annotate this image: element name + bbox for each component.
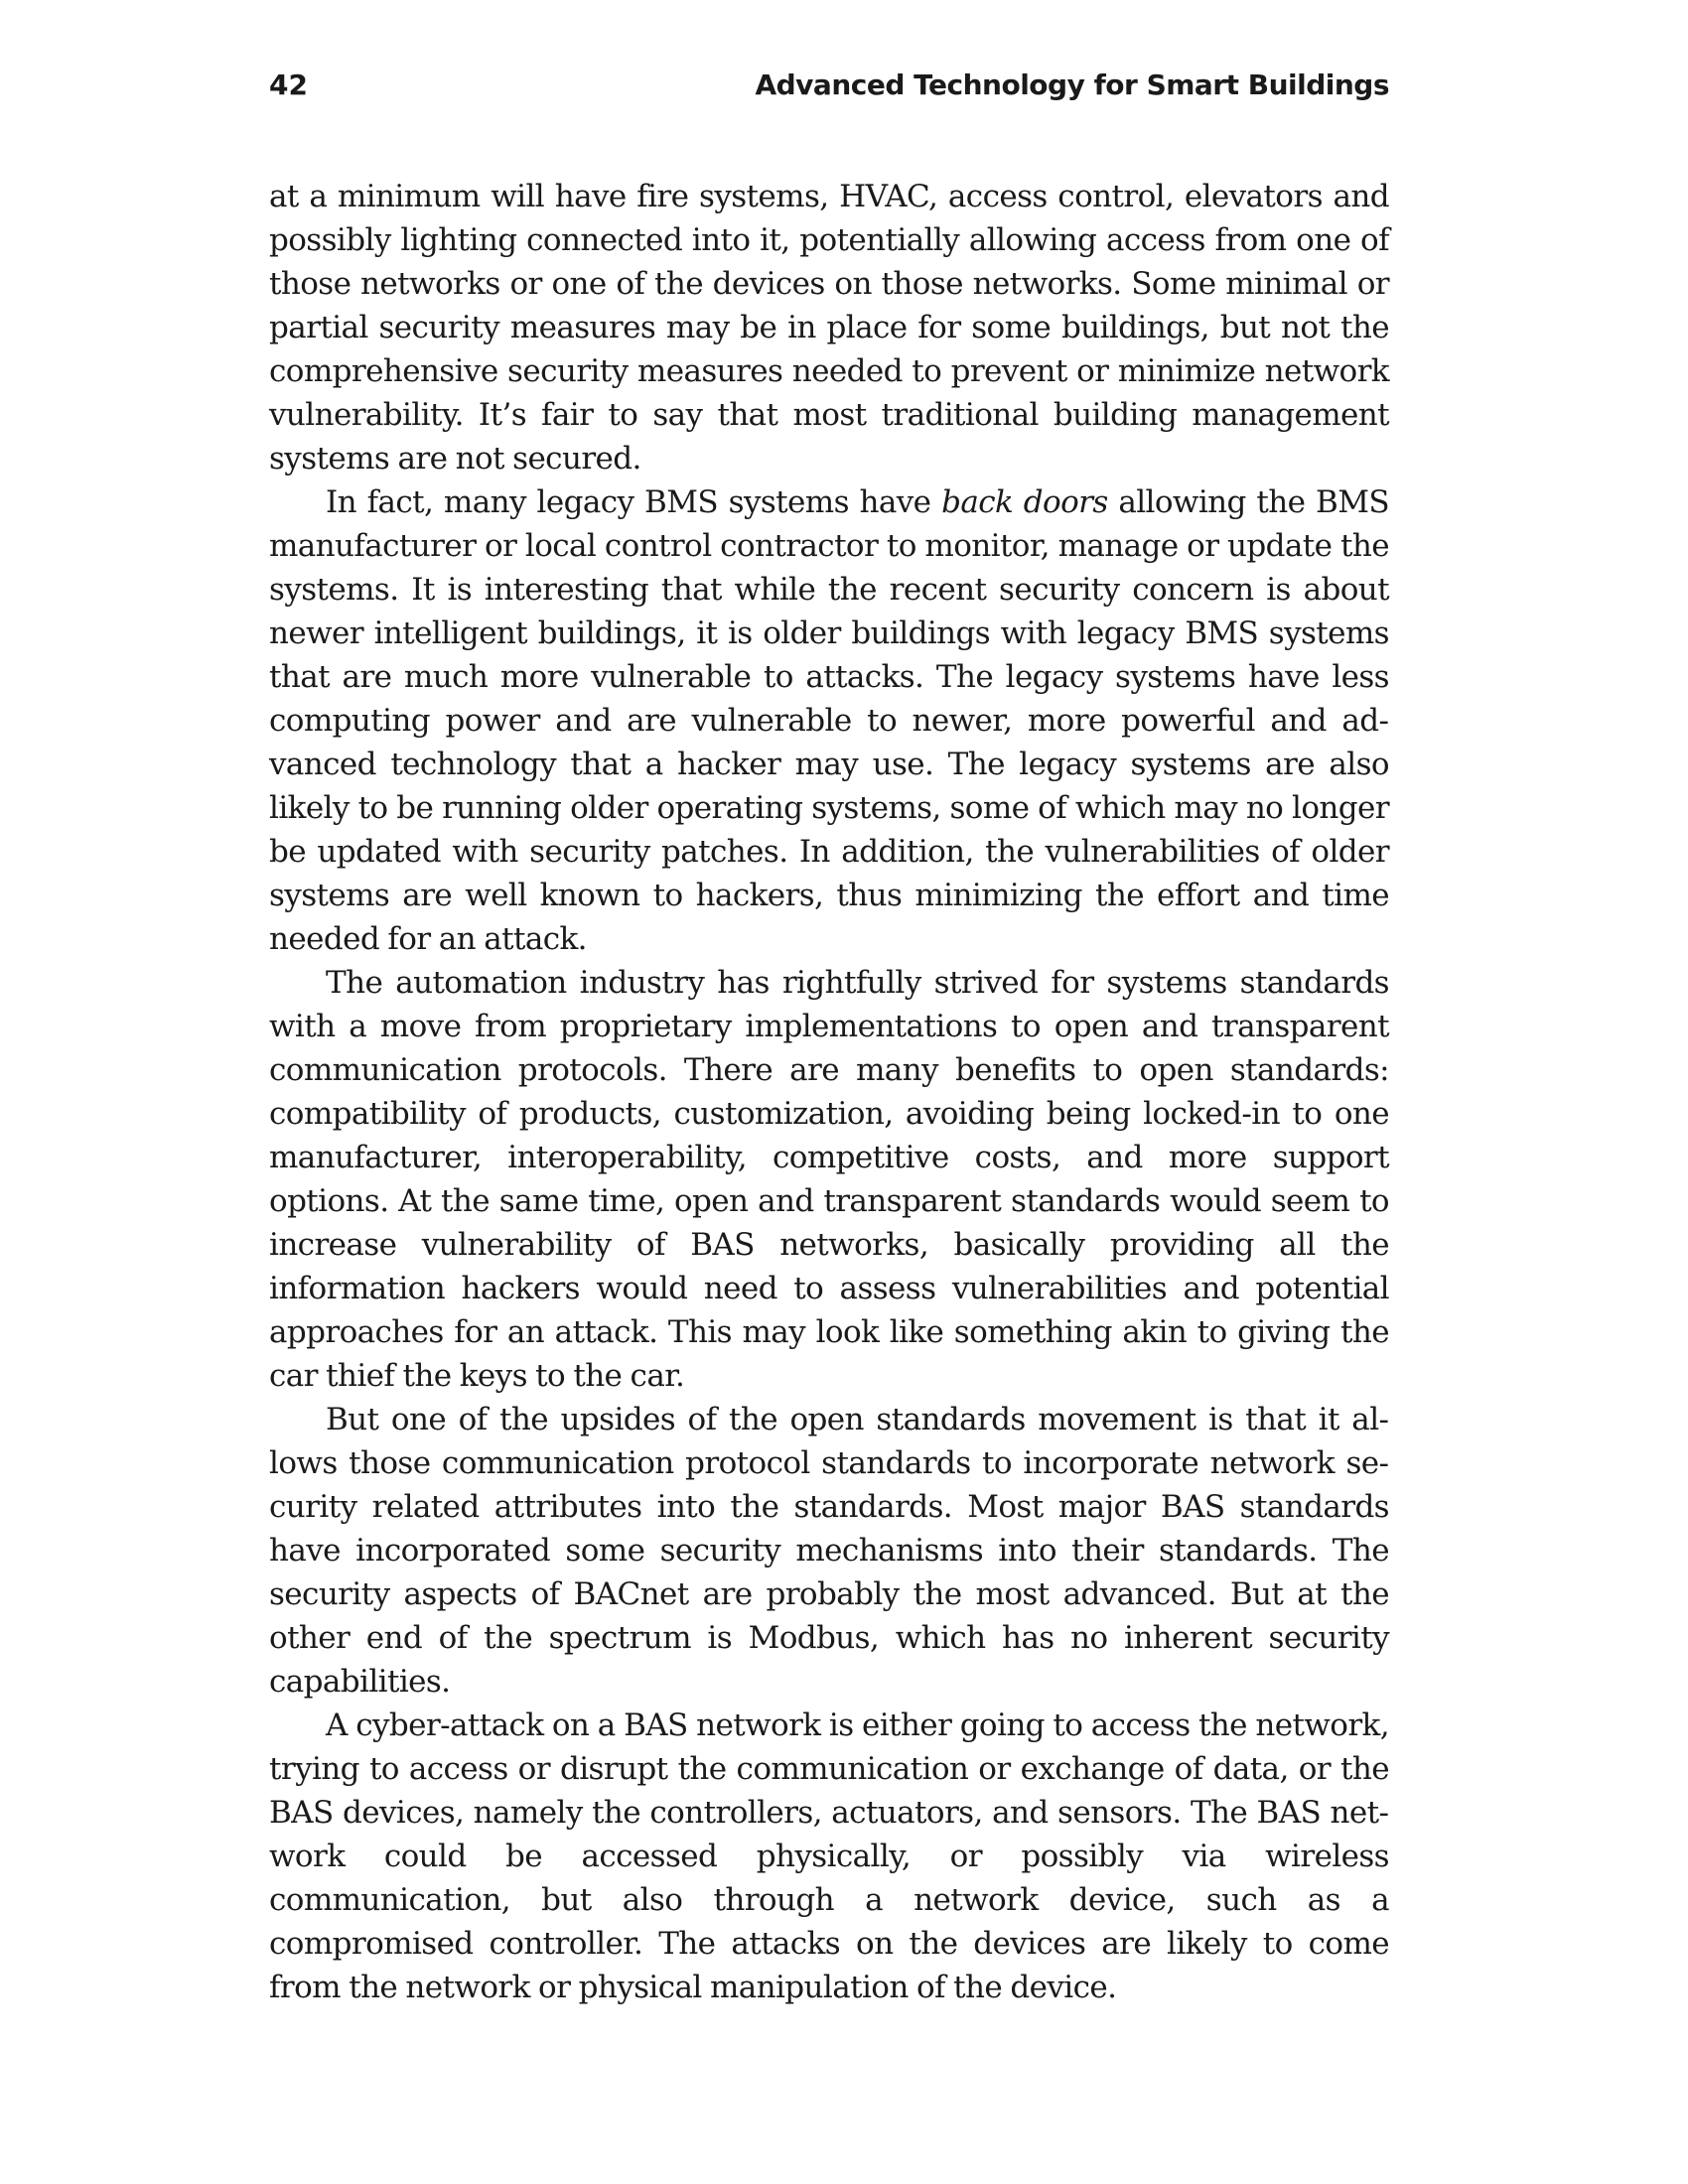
paragraph-2-emphasis: back doors <box>941 484 1108 520</box>
paragraph-5: A cyber-attack on a BAS network is either going to access the network, trying to access or disrupt the communication or exchange of data, or the BAS devices, namely the controllers, actuators, and sensors. The BAS network could be accessed physically, or possibly via wireless communication, but also through a network device, such as a compromised controller. The attacks on the devices are likely to come from the network or physical manipulation of the device. <box>269 1707 1389 2005</box>
body-text <box>269 175 1389 2009</box>
page-number: 42 <box>269 68 308 101</box>
paragraph-2-text-after: allowing the BMS manufacturer or local control contractor to monitor, manage or update the systems. It is interesting that while the recent security concern is about newer intelligent buildings, it is older buildings with legacy BMS systems that are much more vulnerable to attacks. The legacy systems have less computing power and are vulnerable to newer, more powerful and advanced technology that a hacker may use. The legacy systems are also likely to be running older operating systems, some of which may no longer be updated with security patches. In addition, the vulnerabilities of older systems are well known to hackers, thus minimizing the effort and time needed for an attack. <box>269 484 1389 957</box>
page-header <box>269 66 1389 105</box>
paragraph-3: The automation industry has rightfully strived for systems standards with a move from proprietary implementations to open and transparent communication protocols. There are many benefits to open standards: compatibility of products, customization, avoiding being locked-in to one manufacturer, interoperability, competitive costs, and more support options. At the same time, open and transparent standards would seem to increase vulnerability of BAS networks, basically providing all the information hackers would need to assess vulnerabilities and potential approaches for an attack. This may look like something akin to giving the car thief the keys to the car. <box>269 965 1389 1394</box>
paragraph-2-text-before: In fact, many legacy BMS systems have <box>326 484 942 520</box>
running-head: Advanced Technology for Smart Buildings <box>755 68 1389 101</box>
paragraph-4: But one of the upsides of the open standards movement is that it allows those communication protocol standards to incorporate network security related attributes into the standards. Most major BAS standards have incorporated some security mechanisms into their standards. The security aspects of BACnet are probably the most advanced. But at the other end of the spectrum is Modbus, which has no inherent security capabilities. <box>269 1402 1389 1700</box>
paragraph-2 <box>269 480 1389 961</box>
paragraph-1: at a minimum will have fire systems, HVAC, access control, elevators and possibly lighting connected into it, potentially allowing access from one of those networks or one of the devices on those networks. Some minimal or partial security measures may be in place for some buildings, but not the comprehensive security measures needed to prevent or minimize network vulnerability. It’s fair to say that most traditional building management systems are not secured. <box>269 179 1389 477</box>
